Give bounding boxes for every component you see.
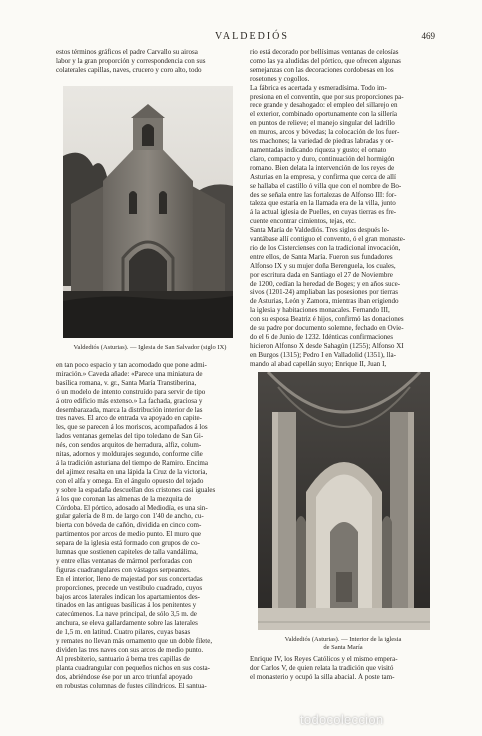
text-line: mando al abad capellán suyo; Enrique II, Juan I, — [250, 359, 387, 368]
text-line: En el interior, lleno de majestad por sus concertadas — [56, 574, 203, 583]
text-line: como las ya aludidas del pórtico, que ofrecen algunas — [250, 56, 401, 65]
text-line: basílica romana, v. gr., Santa María Transtiberina, — [56, 378, 197, 387]
text-line: con su esposa Beatriz é hijos, confirmó las donaciones — [250, 315, 404, 324]
figure-church-exterior — [63, 86, 233, 338]
text-line: semejanzas con las decoraciones cordobesas en los — [250, 65, 394, 74]
text-line: dor Carlos V, de quien relata la tradición que visitó — [250, 663, 394, 672]
text-line: de Asturias, León y Zamora, mientras iban erigiendo — [250, 297, 399, 306]
text-line: Córdoba. El pórtico, adosado al Mediodía, es una sin- — [56, 503, 208, 512]
text-line: á la tradición asturiana del tiempo de Ramiro. Encima — [56, 458, 209, 467]
text-line: anchura, se eleva gallardamente sobre las laterales — [56, 619, 198, 628]
text-line: por escritura dada en Santiago el 27 de Noviembre — [250, 270, 393, 279]
text-line: hicieron Alfonso X desde Sahagún (1255); Alfonso XI — [250, 341, 404, 350]
left-column-top-text — [56, 48, 244, 75]
text-line: miración.» Caveda añade: «Parece una miniatura de — [56, 369, 203, 378]
caption-church-interior-line1: Valdediós (Asturias). — Interior de la iglesia — [284, 636, 402, 643]
text-line: Enrique IV, los Reyes Católicos y el mismo empera- — [250, 655, 398, 663]
text-line: separa de la iglesia está formado con grupos de co- — [56, 539, 200, 548]
caption-church-interior-line2: de Santa María — [323, 644, 363, 651]
text-line: rece grande y desahogado: el empleo del sillarejo en — [250, 101, 398, 110]
text-line: romano. Bien delata la intervención de los reyes de — [250, 163, 395, 172]
text-line: dividen las tres naves con sus arcos de medio punto. — [56, 646, 204, 654]
text-line: La fábrica es acertada y esmeradísima. Todo im- — [250, 83, 387, 92]
text-line: en tan poco espacio y tan acomodado que pone admi- — [56, 361, 207, 369]
text-line: proporciones, precede un vestíbulo cuadrado, cuyos — [56, 583, 203, 592]
text-line: labor y la gran proporción y correspondencia con sus — [56, 56, 206, 65]
text-line: entre ellos, de Santa María. Fueron sus fundadores — [250, 252, 393, 261]
text-line: colaterales capillas, naves, crucero y coro alto, todo — [56, 65, 202, 74]
text-line: del ajimez resalta en una lápida la Cruz de la victoria, — [56, 467, 208, 476]
text-line: bierta con bóveda de cañón, dividida en cinco com- — [56, 521, 202, 530]
text-line: y entre ellas ventanas de mármol perforadas con — [56, 556, 192, 565]
text-line: gular galería de 8 m. de largo con 1'40 de ancho, cu- — [56, 512, 204, 521]
text-line: figuras cuadrangulares con vástagos serpeantes. — [56, 565, 191, 574]
text-line: tinados en las antiguas basílicas á los penitentes y — [56, 601, 197, 610]
right-column-bottom-text — [250, 655, 436, 682]
text-line: tes machones; la variedad de piedras labradas y or- — [250, 137, 394, 146]
text-line: rio de los Cistercienses con la tradicional invocación, — [250, 243, 401, 252]
caption-church-exterior: Valdediós (Asturias). — Iglesia de San Salvador (siglo IX) — [73, 344, 227, 351]
text-line: desembarazada, marca la distribución interior de las — [56, 405, 203, 414]
text-line: presiona en el conventín, que por sus proporciones pa- — [250, 92, 404, 101]
text-line: Asturias en la empresa, y confirma que cerca de allí — [250, 172, 396, 181]
text-line: á la actual iglesia de Puelles, en cuyas tierras es fre- — [250, 208, 397, 217]
text-line: tres naves. El arco de entrada va apoyado en capite- — [56, 414, 202, 423]
text-line: Santa María de Valdediós. Tres siglos después le- — [250, 226, 390, 235]
text-line: de 1,5 m. en latitud. Cuatro pilares, cuyas basas — [56, 628, 191, 637]
text-line: des se señala entre las fortalezas de Alfonso III: for- — [250, 190, 397, 199]
text-line: en Burgos (1315); Pedro I en Valladolid (1351), lla- — [250, 350, 396, 359]
text-line: nés, con sendos arquitos de herradura, alfiz, colum- — [56, 441, 202, 450]
text-line: se hallaba el castillo ó villa que con el nombre de Bo- — [250, 181, 402, 190]
text-line: sivos (1201-24) ampliaban las posesiones por tierras — [250, 288, 398, 297]
text-line: Al presbiterio, santuario á bema tres capillas de — [56, 654, 190, 663]
text-line: y sobre la espadaña descuellan dos cristones casi iguales — [56, 485, 216, 494]
text-line: lados ventanas gemelas del tipo toledano de San Gi- — [56, 432, 204, 441]
text-line: catecúmenos. La nave principal, de sólo 3,5 m. de — [56, 610, 197, 619]
text-line: de su padre por documento solemne, fechado en Ovie- — [250, 324, 404, 333]
text-line: vantábase allí contiguo el convento, ó el gran monaste- — [250, 235, 406, 244]
text-line: taleza que estaría en la llamada era de la villa, junto — [250, 199, 396, 208]
text-line: estos términos gráficos el padre Carvallo su airosa — [56, 48, 198, 56]
text-line: bajos arcos laterales indican los apartamientos des- — [56, 592, 201, 601]
text-line: partimentos por arcos de medio punto. El muro que — [56, 530, 202, 539]
text-line: rio está decorado por bellísimas ventanas de celosías — [250, 48, 399, 56]
text-line: á otro edificio más extenso.» La fachada, graciosa y — [56, 396, 203, 405]
text-line: en muros, arcos y bóvedas; la colocación de los fuer- — [250, 128, 400, 137]
text-line: á los que coronan las almenas de la mezquita de — [56, 494, 192, 503]
text-line: namentadas indicando riqueza y gusto; el ornato — [250, 145, 387, 154]
text-line: ó un modelo de intento construído para servir de tipo — [56, 387, 206, 396]
figure-church-interior — [258, 372, 430, 630]
watermark: todocoleccion — [300, 712, 384, 727]
text-line: el monasterio y ocupó la silla abacial. Á poste tam- — [250, 672, 395, 681]
page-number: 469 — [421, 31, 435, 41]
text-line: en robustas columnas de fustes cilíndricos. El santua- — [56, 681, 207, 690]
text-line: de 1200, cedían la heredad de Boges; y en años suce- — [250, 279, 401, 288]
text-line: do el 6 de Junio de 1232. Idénticas confirmaciones — [250, 333, 394, 341]
text-line: el exterior, combinado oportunamente con la sillería — [250, 110, 398, 119]
text-line: la iglesia y habitaciones monacales. Fernando III, — [250, 306, 390, 315]
text-line: cuente encontrar cimientos, tejas, etc. — [250, 217, 356, 226]
text-line: nitas, adornos y moldurajes segundo, conforme cíñe — [56, 450, 203, 459]
text-line: planta cuadrangular con pequeños nichos en sus costa- — [56, 663, 211, 672]
left-column-bottom-text — [56, 361, 244, 691]
church-interior-photo — [258, 372, 430, 630]
text-line: con el alfa y omega. En el ángulo opuesto del tejado — [56, 476, 204, 485]
text-line: Alfonso IX y su mujer doña Berenguela, los cuales, — [250, 261, 396, 270]
text-line: en puntos de relieve; el manejo singular del ladrillo — [250, 119, 395, 128]
church-exterior-photo — [63, 86, 233, 338]
text-line: les, que se parecen á los moriscos, acompañados á los — [56, 423, 208, 432]
running-header — [55, 31, 435, 45]
right-column-top-text — [250, 48, 436, 369]
text-line: y remates no llevan más ornamento que un doble filete, — [56, 637, 213, 646]
text-line: claro, compacto y duro, continuación del hormigón — [250, 154, 395, 163]
text-line: dos, abriéndose ése por un arco triunfal apoyado — [56, 672, 193, 681]
text-line: lumnas que sostienen capiteles de talla vandálima, — [56, 548, 198, 557]
page-title: VALDEDIÓS — [215, 31, 289, 42]
text-line: rosetones y cogollos. — [250, 74, 310, 83]
